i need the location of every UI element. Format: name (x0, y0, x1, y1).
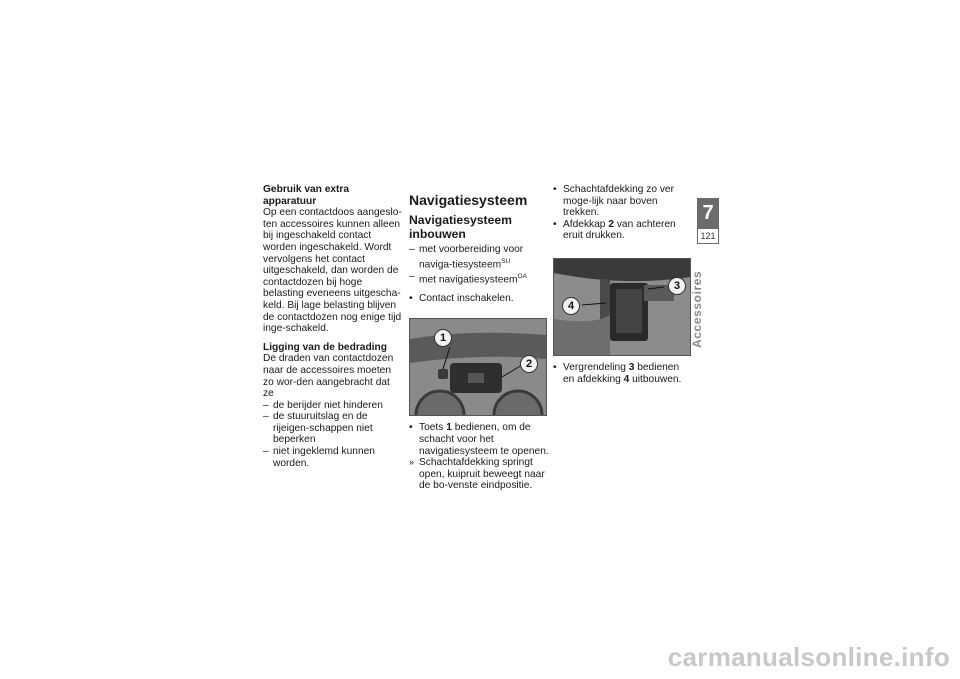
list-item: • Contact inschakelen. (409, 293, 549, 305)
callout-2: 2 (520, 355, 538, 373)
list-item: » Schachtafdekking springt open, kuipruit beweegt naar de bo-venste eindpositie. (409, 457, 549, 492)
heading-extra-equipment: Gebruik van extra apparatuur (263, 184, 350, 207)
subsection-title: Navigatiesysteem inbouwen (409, 213, 512, 241)
list-item: – niet ingeklemd kunnen worden. (263, 446, 403, 469)
column-right (553, 184, 693, 385)
callout-1: 1 (434, 329, 452, 347)
list-item: • Vergrendeling 3 bedienen en afdekking 4 uitbouwen. (553, 362, 693, 385)
heading-wiring: Ligging van de bedrading (263, 341, 387, 353)
page-number: 121 (697, 228, 719, 244)
watermark: carmanualsonline.info (667, 642, 950, 672)
column-middle (409, 184, 549, 492)
list-item: • Schachtafdekking zo ver moge-lijk naar boven trekken. (553, 184, 693, 219)
figure-navigation-shaft (553, 258, 691, 356)
callout-3: 3 (668, 277, 686, 295)
section-title: Navigatiesysteem (409, 192, 528, 208)
list-item: – de berijder niet hinderen (263, 400, 403, 412)
figure-dashboard-button (409, 318, 547, 416)
paragraph-sockets: Op een contactdoos aangeslo-ten accessoires kunnen alleen bij ingeschakeld contact worden ingeschakeld. Wordt vervolgens het contact uitgeschakeld, dan worden de contactdozen bij hoge belasting eveneens uitgescha-keld. Bij lage belasting blijven de contactdozen nog enige tijd inge-schakeld. (263, 207, 402, 335)
list-item: – met navigatiesysteem$^{OA}$ (409, 271, 549, 286)
option-code-oa: OA (517, 272, 527, 280)
list-item: – de stuuruitslag en de rijeigen-schappen niet beperken (263, 411, 403, 446)
step-list (553, 184, 693, 242)
chapter-number: 7 (702, 202, 714, 224)
result-list (409, 457, 549, 492)
step-list (553, 362, 693, 385)
paragraph-wiring: De draden van contactdozen naar de accessoires moeten zo wor-den aangebracht dat ze (263, 353, 394, 400)
column-left (263, 184, 403, 469)
callout-4: 4 (562, 297, 580, 315)
wiring-list (263, 400, 403, 470)
chapter-tab (697, 198, 719, 244)
step-list (409, 293, 549, 305)
section-side-label: Accessoires (690, 270, 704, 348)
list-item: • Toets 1 bedienen, om de schacht voor het navigatiesysteem te openen. (409, 422, 549, 457)
list-item: • Afdekkap 2 van achteren eruit drukken. (553, 219, 693, 242)
option-list (409, 244, 549, 286)
step-list (409, 422, 549, 457)
option-code-su: SU (501, 257, 511, 265)
list-item: – met voorbereiding voor naviga-tiesysteem$^{SU}$ (409, 244, 549, 271)
